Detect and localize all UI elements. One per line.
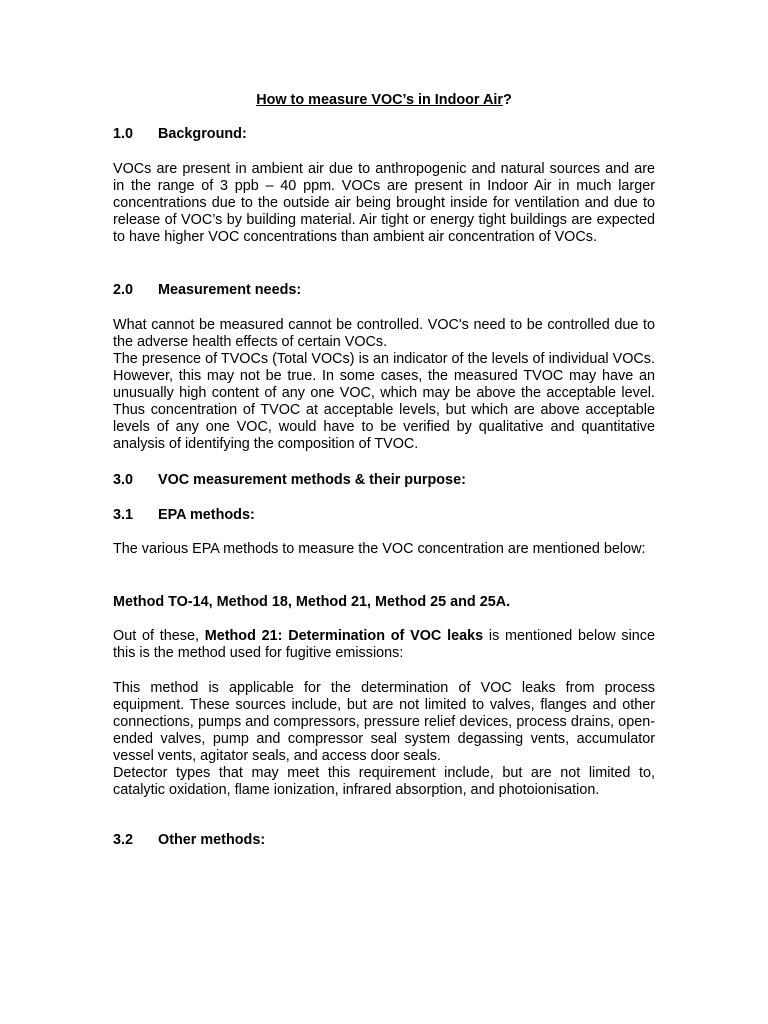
method-21-pre: Out of these,	[113, 628, 199, 644]
method-21-post: is mentioned below since this is the method used for fugitive emissions:	[113, 628, 655, 661]
section-3-heading	[113, 472, 466, 489]
section-3-2-heading	[113, 832, 265, 849]
page-title-text: How to measure VOC’s in Indoor Air	[256, 92, 503, 108]
measurement-needs-text-1: What cannot be measured cannot be controlled. VOC's need to be controlled due to the adverse health effects of certain VOCs.	[113, 317, 655, 350]
section-number: 1.0	[113, 126, 134, 142]
section-number: 3.0	[113, 472, 134, 488]
section-title: Other methods:	[158, 832, 266, 848]
applicability-text: This method is applicable for the determination of VOC leaks from process equipment. These sources include, but are not limited to valves, flanges and other connections, pumps and compressors, pressure relief devices, process drains, open-ended valves, pump and compressor seal system degassing vents, accumulator vessel vents, agitator seals, and access door seals.	[113, 680, 655, 764]
section-3-1-heading	[113, 507, 255, 524]
method-21-paragraph	[113, 628, 655, 662]
epa-intro-paragraph: The various EPA methods to measure the VOC concentration are mentioned below:	[113, 541, 646, 557]
section-title: Measurement needs:	[158, 282, 302, 298]
method-21-name: Method 21: Determination of VOC leaks	[204, 628, 484, 644]
page-title-suffix: ?	[503, 92, 512, 108]
epa-methods-list: Method TO-14, Method 18, Method 21, Method 25 and 25A.	[113, 594, 511, 610]
section-number: 3.2	[113, 832, 134, 848]
measurement-needs-text-2: The presence of TVOCs (Total VOCs) is an indicator of the levels of individual VOCs. However, this may not be true. In some cases, the measured TVOC may have an unusually high content of any one VOC, which may be above the acceptable level. Thus concentration of TVOC at acceptable levels, but which are above acceptable levels of any one VOC, would have to be verified by qualitative and quantitative analysis of identifying the composition of TVOC.	[113, 351, 655, 452]
applicability-paragraph	[113, 680, 655, 799]
page-title	[0, 92, 768, 109]
section-title: VOC measurement methods & their purpose:	[158, 472, 466, 488]
section-title: EPA methods:	[158, 507, 255, 523]
section-2-heading	[113, 282, 301, 299]
background-paragraph: VOCs are present in ambient air due to anthropogenic and natural sources and are in the range of 3 ppb – 40 ppm. VOCs are present in Indoor Air in much larger concentrations due to the outside air being brought inside for ventilation and due to release of VOC’s by building material. Air tight or energy tight buildings are expected to have higher VOC concentrations than ambient air concentration of VOCs.	[113, 161, 655, 245]
measurement-needs-paragraph	[113, 317, 655, 453]
section-title: Background:	[158, 126, 247, 142]
section-1-heading	[113, 126, 247, 143]
detector-text: Detector types that may meet this requirement include, but are not limited to, catalytic oxidation, flame ionization, infrared absorption, and photoionisation.	[113, 765, 655, 798]
section-number: 3.1	[113, 507, 134, 523]
section-number: 2.0	[113, 282, 134, 298]
